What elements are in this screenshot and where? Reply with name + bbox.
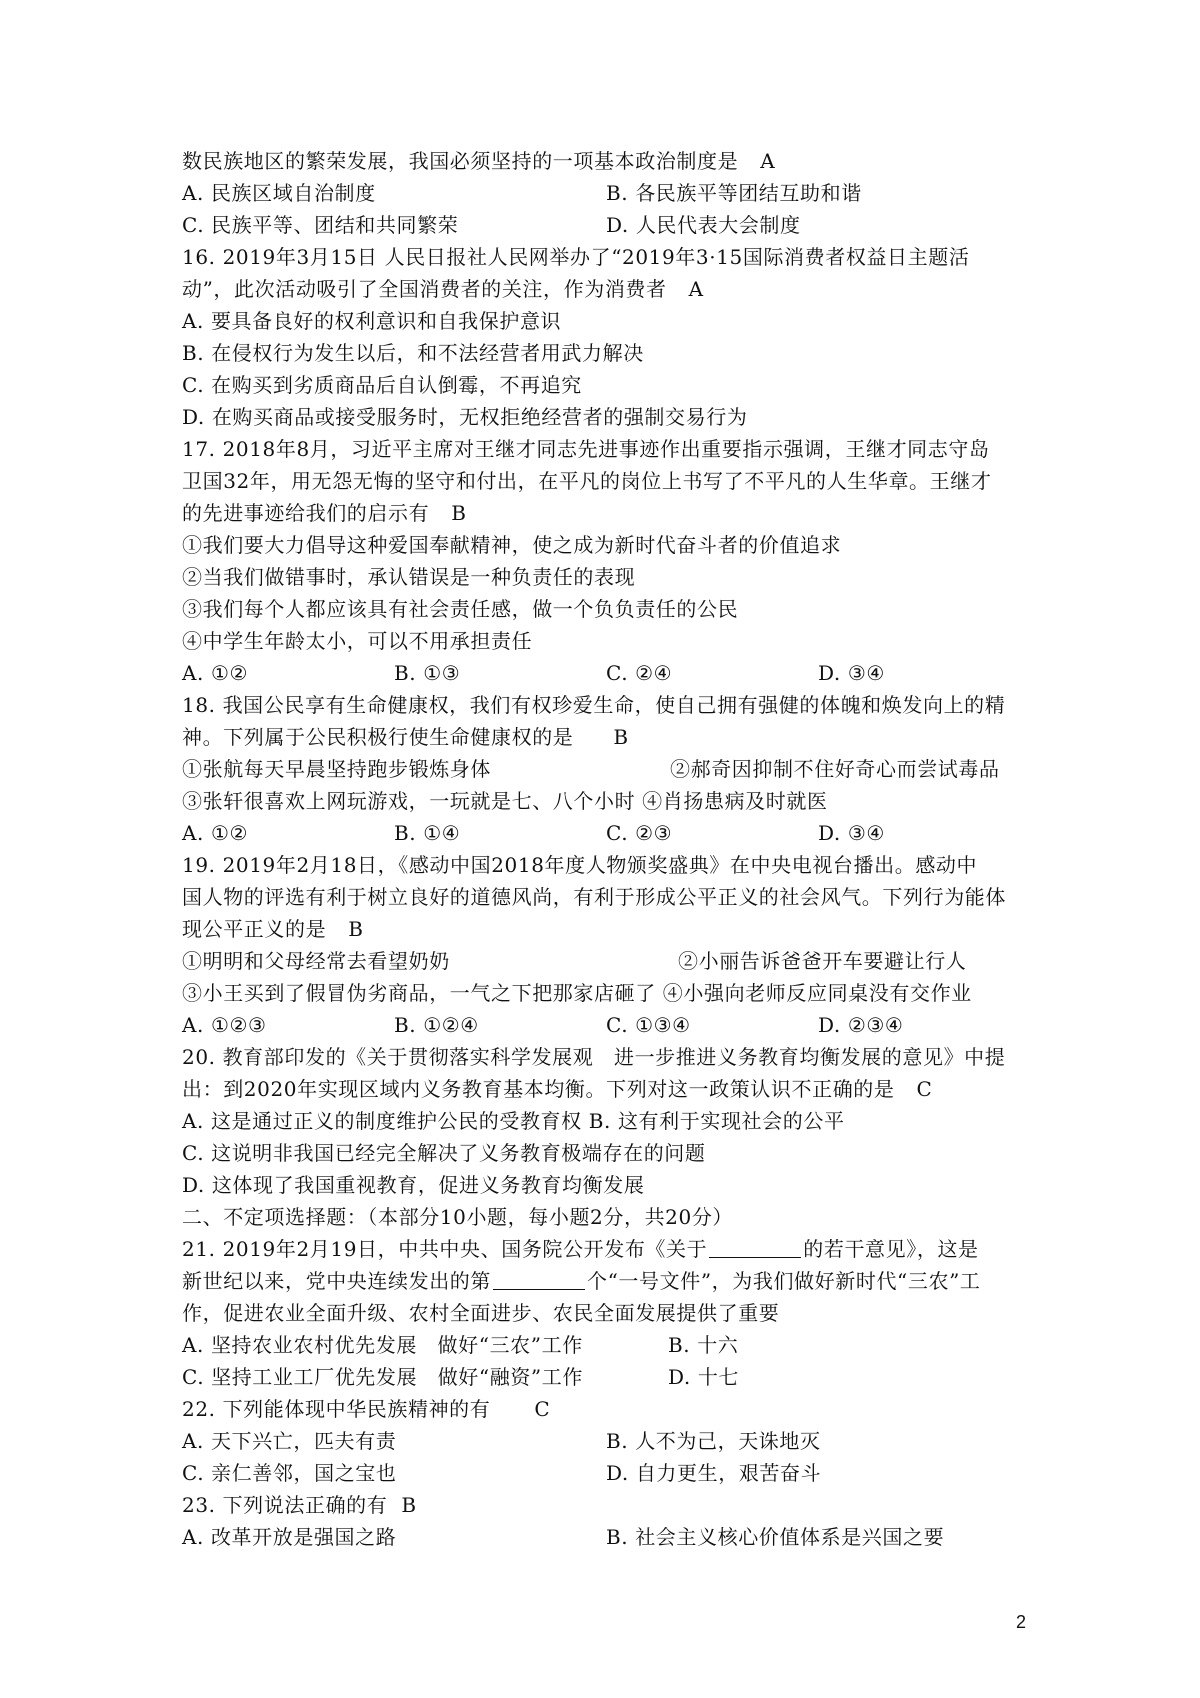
q22-option-b: B. 人不为己，天诛地灭	[606, 1429, 821, 1453]
q18-stem-line2: 神。下列属于公民积极行使生命健康权的是 B	[182, 725, 629, 749]
q15-stem: 数民族地区的繁荣发展，我国必须坚持的一项基本政治制度是 A	[182, 149, 776, 173]
q19-option-a: A. ①②③	[182, 1013, 267, 1037]
q19-option-b: B. ①②④	[394, 1013, 479, 1037]
q18-item-1: ①张航每天早晨坚持跑步锻炼身体	[182, 757, 491, 781]
q18-option-d: D. ③④	[818, 821, 885, 845]
q23-stem: 23. 下列说法正确的有 B	[182, 1493, 417, 1517]
q19-options	[182, 1009, 1062, 1041]
q20-option-b: B. 这有利于实现社会的公平	[588, 1109, 845, 1133]
q20-answer: C	[916, 1077, 933, 1101]
q19-option-c: C. ①③④	[606, 1013, 691, 1037]
q16-stem-line2: 动”，此次活动吸引了全国消费者的关注，作为消费者 A	[182, 277, 704, 301]
q17-item-2: ②当我们做错事时，承认错误是一种负责任的表现	[182, 565, 636, 589]
q19-answer: B	[348, 917, 364, 941]
q18-option-c: C. ②③	[606, 821, 673, 845]
q20-stem-line1: 20. 教育部印发的《关于贯彻落实科学发展观 进一步推进义务教育均衡发展的意见》中提	[182, 1045, 1006, 1069]
q20-options-row1	[182, 1105, 1062, 1137]
q18-options	[182, 817, 1062, 849]
q23-option-a: A. 改革开放是强国之路	[182, 1525, 397, 1549]
q22-options-row1	[182, 1425, 1062, 1457]
q17-option-c: C. ②④	[606, 661, 673, 685]
q23-options-row1	[182, 1521, 1062, 1553]
q16-option-a: A. 要具备良好的权利意识和自我保护意识	[182, 309, 562, 333]
q17-item-4: ④中学生年龄太小，可以不用承担责任	[182, 629, 533, 653]
q22-option-c: C. 亲仁善邻，国之宝也	[182, 1461, 397, 1485]
q18-option-a: A. ①②	[182, 821, 249, 845]
q19-items-row1	[182, 945, 1062, 977]
q16-answer: A	[688, 277, 704, 301]
q23-option-b: B. 社会主义核心价值体系是兴国之要	[606, 1525, 945, 1549]
q18-option-b: B. ①④	[394, 821, 461, 845]
section-2-heading: 二、不定项选择题：（本部分10小题，每小题2分，共20分）	[182, 1205, 734, 1229]
q19-item-1: ①明明和父母经常去看望奶奶	[182, 949, 450, 973]
q15-option-c: C. 民族平等、团结和共同繁荣	[182, 213, 459, 237]
q18-answer: B	[613, 725, 629, 749]
q16-option-d: D. 在购买商品或接受服务时，无权拒绝经营者的强制交易行为	[182, 405, 748, 429]
q21-options-row2	[182, 1361, 1062, 1393]
q20-option-a: A. 这是通过正义的制度维护公民的受教育权	[182, 1109, 582, 1133]
q19-stem-line2: 国人物的评选有利于树立良好的道德风尚，有利于形成公平正义的社会风气。下列行为能体	[182, 885, 1006, 909]
q21-blank-1	[709, 1235, 801, 1258]
q18-items-row2	[182, 785, 1062, 817]
q22-options-row2	[182, 1457, 1062, 1489]
q17-item-1: ①我们要大力倡导这种爱国奉献精神，使之成为新时代奋斗者的价值追求	[182, 533, 842, 557]
q17-options	[182, 657, 1062, 689]
page-number: 2	[1016, 1612, 1027, 1632]
q15-options-row2	[182, 209, 1062, 241]
q15-options-row1	[182, 177, 1062, 209]
q18-stem-line1: 18. 我国公民享有生命健康权，我们有权珍爱生命，使自己拥有强健的体魄和焕发向上的精	[182, 693, 1006, 717]
q21-stem-line3: 作，促进农业全面升级、农村全面进步、农民全面发展提供了重要	[182, 1301, 780, 1325]
q18-items-row1	[182, 753, 1062, 785]
q17-stem-line3: 的先进事迹给我们的启示有 B	[182, 501, 467, 525]
q17-option-a: A. ①②	[182, 661, 249, 685]
q18-item-2: ②郝奇因抑制不住好奇心而尝试毒品	[670, 757, 1000, 781]
q19-stem-line1: 19. 2019年2月18日，《感动中国2018年度人物颁奖盛典》在中央电视台播出。感动中	[182, 853, 978, 877]
q22-stem: 22. 下列能体现中华民族精神的有 C	[182, 1397, 551, 1421]
q18-item-4: ④肖扬患病及时就医	[642, 789, 828, 813]
q21-stem-line1: 21. 2019年2月19日，中共中央、国务院公开发布《关于 的若干意见》，这是	[182, 1237, 979, 1261]
q21-option-b: B. 十六	[668, 1333, 739, 1357]
q17-stem-line1: 17. 2018年8月，习近平主席对王继才同志先进事迹作出重要指示强调，王继才同志守岛	[182, 437, 990, 461]
q17-item-3: ③我们每个人都应该具有社会责任感，做一个负负责任的公民	[182, 597, 739, 621]
q23-answer: B	[401, 1493, 417, 1517]
q19-stem-line3: 现公平正义的是 B	[182, 917, 364, 941]
q21-option-d: D. 十七	[668, 1365, 740, 1389]
q16-stem-line1: 16. 2019年3月15日 人民日报社人民网举办了“2019年3·15国际消费者权益日主题活	[182, 245, 970, 269]
q15-answer: A	[760, 149, 776, 173]
q16-option-c: C. 在购买到劣质商品后自认倒霉，不再追究	[182, 373, 582, 397]
q19-item-4: ④小强向老师反应同桌没有交作业	[662, 981, 972, 1005]
q17-stem-line2: 卫国32年，用无怨无悔的坚守和付出，在平凡的岗位上书写了不平凡的人生华章。王继才	[182, 469, 992, 493]
exam-content	[182, 145, 1062, 1553]
q20-option-c: C. 这说明非我国已经完全解决了义务教育极端存在的问题	[182, 1141, 706, 1165]
q19-item-3: ③小王买到了假冒伪劣商品，一气之下把那家店砸了	[182, 981, 656, 1005]
q21-blank-2	[493, 1267, 585, 1290]
q18-item-3: ③张轩很喜欢上网玩游戏，一玩就是七、八个小时	[182, 789, 636, 813]
q17-option-b: B. ①③	[394, 661, 461, 685]
q19-item-2: ②小丽告诉爸爸开车要避让行人	[678, 949, 967, 973]
q15-option-b: B. 各民族平等团结互助和谐	[606, 181, 862, 205]
q22-answer: C	[534, 1397, 551, 1421]
q22-option-a: A. 天下兴亡，匹夫有责	[182, 1429, 397, 1453]
q21-stem-line2: 新世纪以来，党中央连续发出的第 个“一号文件”，为我们做好新时代“三农”工	[182, 1269, 981, 1293]
q21-option-a: A. 坚持农业农村优先发展 做好“三农”工作	[182, 1333, 583, 1357]
q17-answer: B	[451, 501, 467, 525]
q20-option-d: D. 这体现了我国重视教育，促进义务教育均衡发展	[182, 1173, 645, 1197]
q15-option-d: D. 人民代表大会制度	[606, 213, 801, 237]
q16-option-b: B. 在侵权行为发生以后，和不法经营者用武力解决	[182, 341, 644, 365]
q21-option-c: C. 坚持工业工厂优先发展 做好“融资”工作	[182, 1365, 583, 1389]
q21-options-row1	[182, 1329, 1062, 1361]
q15-option-a: A. 民族区域自治制度	[182, 181, 376, 205]
q19-items-row2	[182, 977, 1062, 1009]
q20-stem-line2: 出：到2020年实现区域内义务教育基本均衡。下列对这一政策认识不正确的是 C	[182, 1077, 933, 1101]
q19-option-d: D. ②③④	[818, 1013, 904, 1037]
q17-option-d: D. ③④	[818, 661, 885, 685]
q22-option-d: D. 自力更生，艰苦奋斗	[606, 1461, 822, 1485]
